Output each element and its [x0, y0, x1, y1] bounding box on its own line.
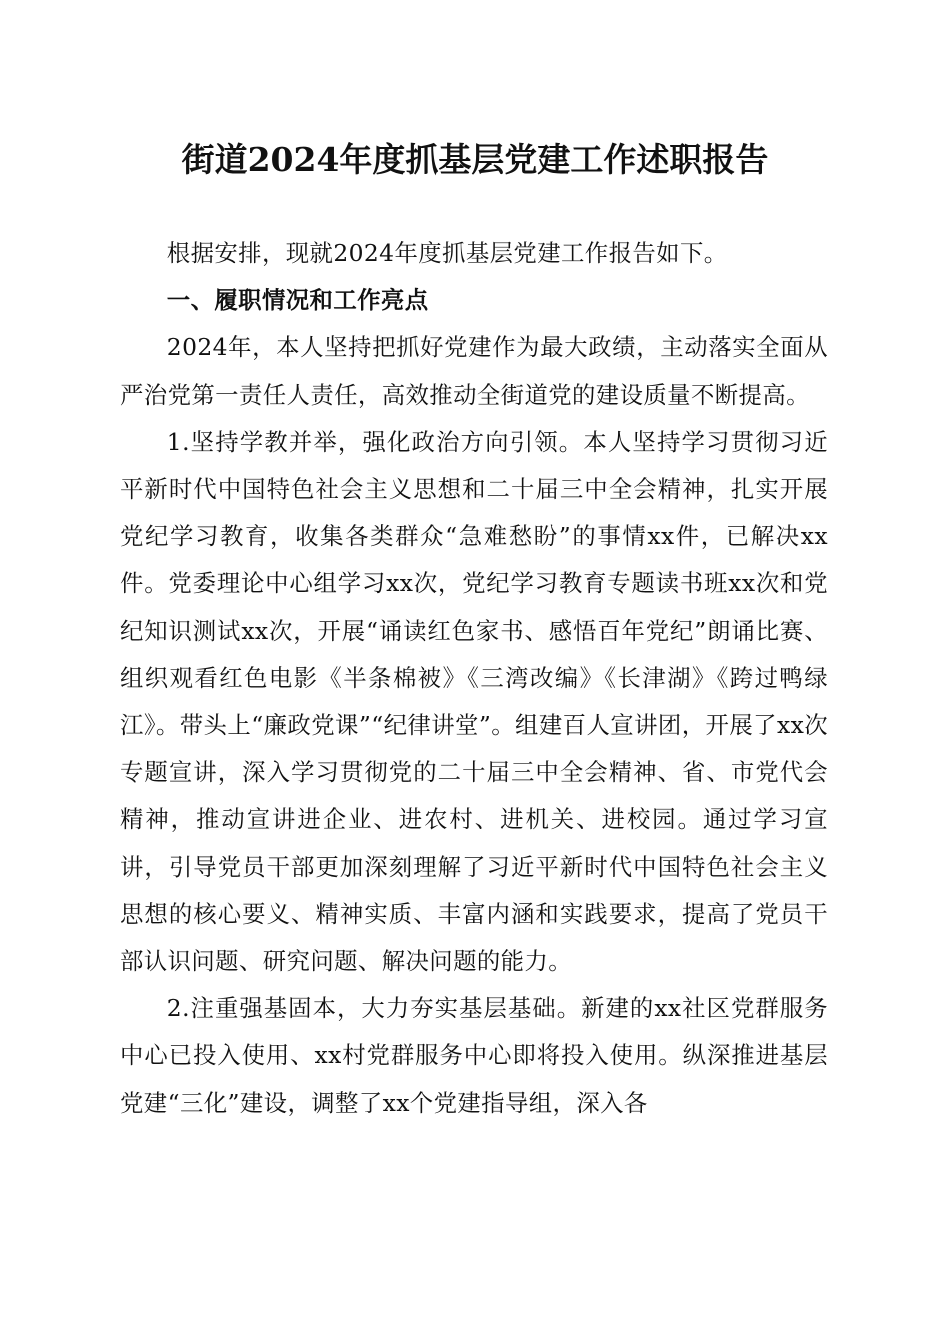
body-paragraph: 2.注重强基固本，大力夯实基层基础。新建的xx社区党群服务中心已投入使用、xx村党群服务中心即将投入使用。纵深推进基层党建“三化”建设，调整了xx个党建指导组，深入各: [120, 994, 828, 1117]
section-heading: 一、履职情况和工作亮点: [166, 286, 429, 315]
document-body: [120, 230, 828, 1127]
body-paragraph: 2024年，本人坚持把抓好党建作为最大政绩，主动落实全面从严治党第一责任人责任，高效推动全街道党的建设质量不断提高。: [120, 333, 828, 409]
body-paragraph: 1.坚持学教并举，强化政治方向引领。本人坚持学习贯彻习近平新时代中国特色社会主义思想和二十届三中全会精神，扎实开展党纪学习教育，收集各类群众“急难愁盼”的事情xx件，已解决xx件。党委理论中心组学习xx次，党纪学习教育专题读书班xx次和党纪知识测试xx次，开展“诵读红色家书、感悟百年党纪”朗诵比赛、组织观看红色电影《半条棉被》《三湾改编》《长津湖》《跨过鸭绿江》。带头上“廉政党课”“纪律讲堂”。组建百人宣讲团，开展了xx次专题宣讲，深入学习贯彻党的二十届三中全会精神、省、市党代会精神，推动宣讲进企业、进农村、进机关、进校园。通过学习宣讲，引导党员干部更加深刻理解了习近平新时代中国特色社会主义思想的核心要义、精神实质、丰富内涵和实践要求，提高了党员干部认识问题、研究问题、解决问题的能力。: [120, 427, 828, 976]
intro-paragraph: 根据安排，现就2024年度抓基层党建工作报告如下。: [166, 239, 728, 267]
document-title: 街道2024年度抓基层党建工作述职报告: [181, 140, 769, 179]
